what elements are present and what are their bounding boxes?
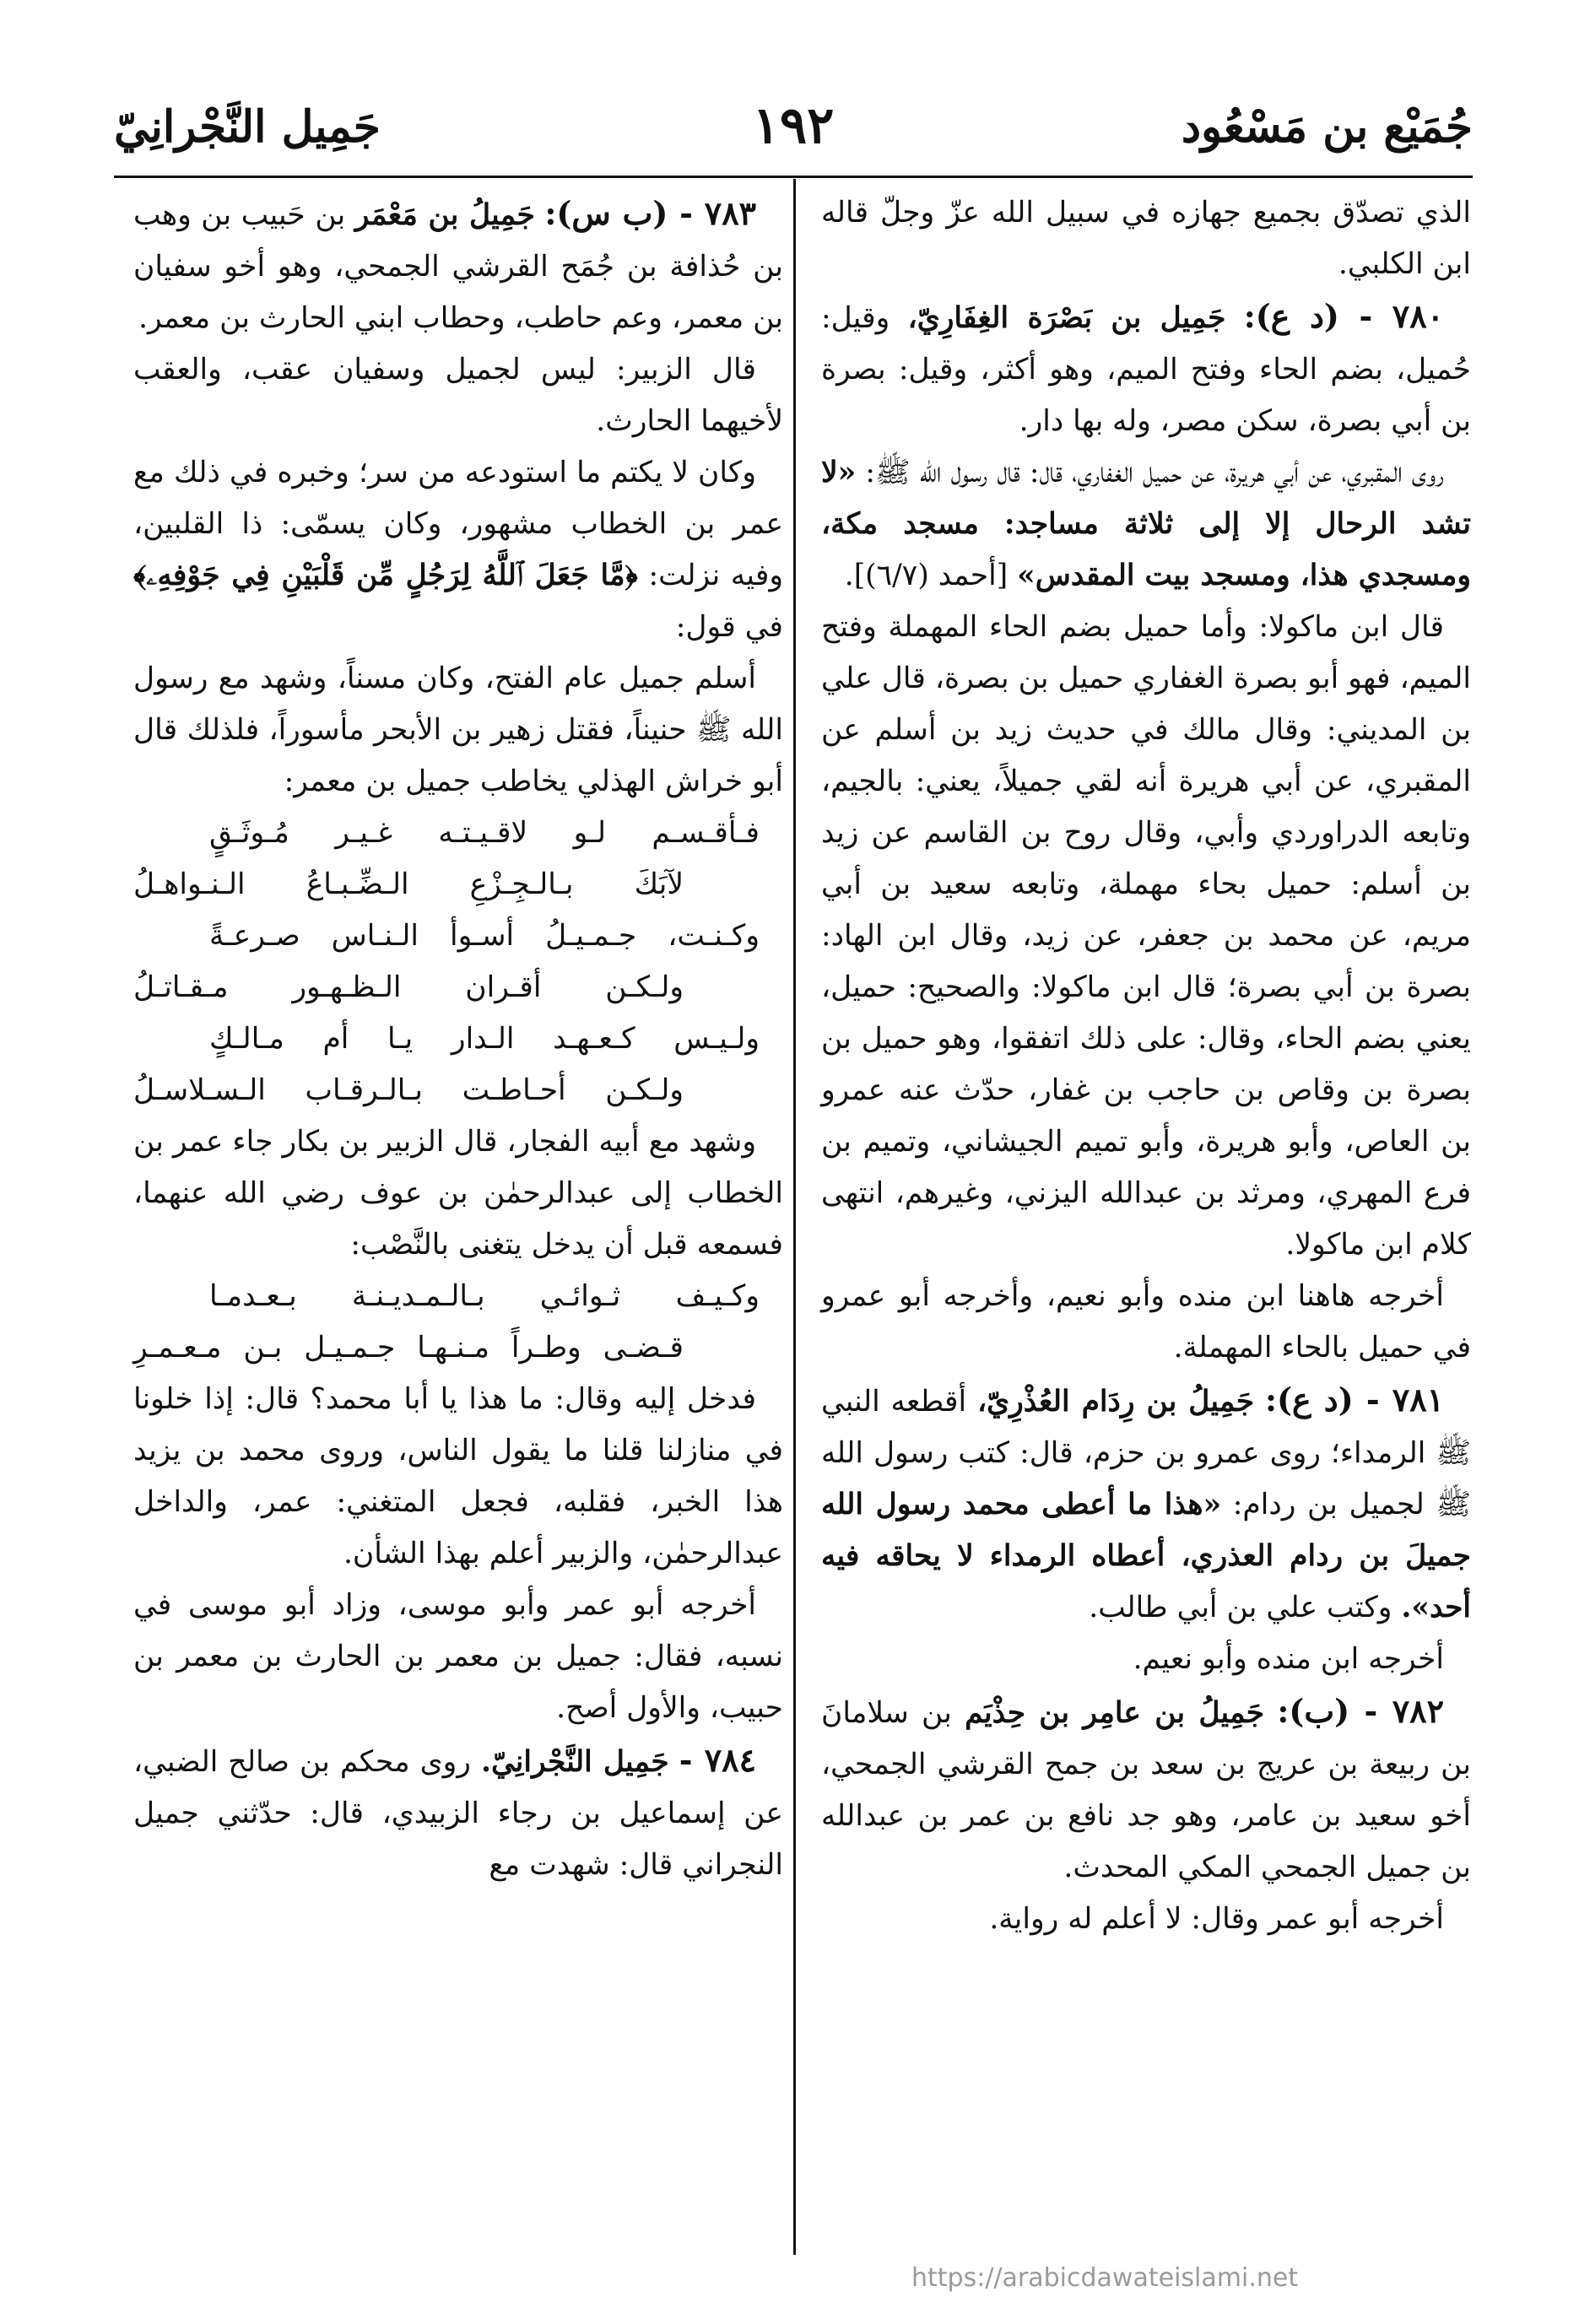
entry-781 bbox=[821, 1374, 1471, 1634]
paragraph: أخرجه أبو عمر وأبو موسى، وزاد أبو موسى في نسبه، فقال: جميل بن معمر بن الحارث بن معمر بن حبيب، والأول أصح. bbox=[133, 1588, 783, 1725]
paragraph: وشهد مع أبيه الفجار، قال الزبير بن بكار جاء عمر بن الخطاب إلى عبدالرحمٰن بن عوف رضي الله عنهما، فسمعه قبل أن يدخل يتغنى بالنَّصْب: bbox=[133, 1125, 783, 1262]
entry-782 bbox=[821, 1685, 1471, 1894]
entry-number: ٧٨٢ - (ب): bbox=[1277, 1692, 1444, 1730]
running-head-left: جَمِيل النَّجْرانِيّ bbox=[114, 101, 381, 153]
citation: [أحمد (٦/٧)]. bbox=[844, 559, 1009, 592]
entry-number: ٧٨١ - (د ع): bbox=[1264, 1381, 1445, 1419]
entry-number: ٧٨٠ - (د ع): bbox=[1243, 297, 1445, 335]
paragraph: الذي تصدّق بجميع جهازه في سبيل الله عزّ وجلّ قاله ابن الكلبي. bbox=[821, 196, 1471, 281]
entry-text: بن حَبيب بن وهب بن حُذافة بن جُمَح القرشي الجمحي، وهو أخو سفيان بن معمر، وعم حاطب، وحطاب ابني الحارث بن معمر. bbox=[133, 198, 783, 335]
paragraph: أخرجه ابن منده وأبو نعيم. bbox=[1133, 1642, 1444, 1676]
page-header bbox=[114, 93, 1473, 177]
poem-verse: وكـيـف ثـوائـي بـالـمـديـنـة بـعـدمـا bbox=[209, 1279, 760, 1313]
poem bbox=[133, 808, 760, 1116]
poem-verse: ولـكـن أحـاطـت بـالـرقـاب الـسـلاسـلُ bbox=[133, 1073, 684, 1107]
paragraph bbox=[133, 447, 783, 653]
hadith-quote: «لا تشد الرحال إلا إلى ثلاثة مساجد: مسجد مكة، ومسجدي هذا، ومسجد بيت المقدس» bbox=[821, 456, 1471, 592]
page-number: ١٩٢ bbox=[752, 96, 835, 155]
column-divider bbox=[793, 179, 796, 2255]
paragraph-text: في قول: bbox=[675, 610, 783, 644]
poem-verse: لآبَكَ بـالـجِـزْعِ الـضِّـبـاعُ الـنـواهـلُ bbox=[133, 867, 684, 901]
entry-number: ٧٨٣ - (ب س): bbox=[544, 194, 757, 232]
entry-name: جَمِيلُ بن مَعْمَر bbox=[354, 198, 535, 232]
entry-text: وقيل: حُميل، بضم الحاء وفتح الميم، وهو أكثر، وقيل: بصرة بن أبي بصرة، سكن مصر، وله بها دار. bbox=[821, 301, 1471, 438]
entry-text: بن سلامانَ بن ربيعة بن عريج بن سعد بن جمح القرشي الجمحي، أخو سعيد بن عامر، وهو جد نافع بن عمر بن عبدالله بن جميل الجمحي المكي المحدث. bbox=[821, 1696, 1472, 1884]
left-column bbox=[133, 187, 783, 1891]
entry-name: جَمِيل النَّجْرانِيّ. bbox=[481, 1745, 669, 1779]
entry-784 bbox=[133, 1734, 783, 1891]
running-head-right: جُمَيْع بن مَسْعُود bbox=[1181, 101, 1473, 153]
entry-text: أقطعه النبي ﷺ الرمداء؛ روى عمرو بن حزم، قال: كتب رسول الله ﷺ لجميل بن ردام: bbox=[821, 1385, 1472, 1521]
paragraph: قال الزبير: ليس لجميل وسفيان عقب، والعقب لأخيهما الحارث. bbox=[133, 353, 783, 438]
watermark-url: https://arabicdawateislami.net bbox=[911, 2263, 1299, 2293]
right-column bbox=[821, 187, 1471, 1945]
quran-verse: ﴿مَّا جَعَلَ ٱللَّهُ لِرَجُلٍ مِّن قَلْبَيْنِ فِي جَوْفِهِۦ﴾ bbox=[133, 559, 638, 592]
poem-verse: قـضـى وطـراً مـنـهـا جـمـيـل بـن مـعـمـرِ bbox=[133, 1331, 684, 1365]
entry-783 bbox=[133, 187, 783, 344]
paragraph: قال ابن ماكولا: وأما حميل بضم الحاء المهملة وفتح الميم، فهو أبو بصرة الغفاري حميل بن بصرة، قال علي بن المديني: وقال مالك في حديث زيد بن أسلم عن المقبري، عن أبي هريرة أنه لقي جميلاً، يعني: بالجيم، وتابعه الدراوردي وأبي، وقال روح بن القاسم عن زيد بن أسلم: حميل بحاء مهملة، وتابعه سعيد بن أبي مريم، عن محمد بن جعفر، عن زيد، وقال ابن الهاد: بصرة بن أبي بصرة؛ قال ابن ماكولا: والصحيح: حميل، يعني بضم الحاء، وقال: على ذلك اتفقوا، وهو حميل بن بصرة بن وقاص بن حاجب بن غفار، حدّث عنه عمرو بن العاص، وأبو هريرة، وأبو تميم الجيشاني، وتميم بن فرع المهري، ومرثد بن عبدالله اليزني، وغيرهم، انتهى كلام ابن ماكولا. bbox=[821, 610, 1471, 1262]
poem-verse: ولـكـن أقـران الـظـهـور مـقـاتـلُ bbox=[133, 970, 684, 1004]
poem-verse: ولـيـس كـعـهـد الـدار يـا أم مـالـكٍ bbox=[209, 1022, 760, 1056]
poem-verse: وكـنـت، جـمـيـلُ أسـوأ الـنـاس صـرعـةً bbox=[209, 919, 760, 953]
paragraph-text: روى المقبري، عن أبي هريرة، عن حميل الغفاري، قال: قال رسول الله ﷺ: bbox=[865, 456, 1444, 489]
paragraph: فدخل إليه وقال: ما هذا يا أبا محمد؟ قال: إذا خلونا في منازلنا قلنا ما يقول الناس، وروى محمد بن يزيد هذا الخبر، فقلبه، فجعل المتغني: عمر، والداخل عبدالرحمٰن، والزبير أعلم بهذا الشأن. bbox=[133, 1382, 783, 1570]
entry-780 bbox=[821, 290, 1471, 447]
entry-name: جَمِيلُ بن عامِر بن حِذْيَم bbox=[965, 1696, 1265, 1730]
poem bbox=[133, 1271, 760, 1374]
paragraph: أسلم جميل عام الفتح، وكان مسناً، وشهد مع رسول الله ﷺ حنيناً، فقتل زهير بن الأبحر مأسوراً، فلذلك قال أبو خراش الهذلي يخاطب جميل بن معمر: bbox=[133, 662, 783, 798]
paragraph bbox=[821, 447, 1471, 602]
entry-text: وكتب علي بن أبي طالب. bbox=[1089, 1591, 1392, 1624]
hadith-quote: «هذا ما أعطى محمد رسول الله جميلَ بن ردام العذري، أعطاه الرمداء لا يحاقه فيه أحد». bbox=[821, 1488, 1471, 1624]
header-rule bbox=[114, 176, 1473, 178]
poem-verse: فـأقـسـم لـو لاقـيـتـه غـيـر مُـوثَـقٍ bbox=[209, 816, 760, 850]
paragraph: أخرجه أبو عمر وقال: لا أعلم له رواية. bbox=[989, 1902, 1444, 1936]
paragraph-text: وكان لا يكتم ما استودعه من سر؛ وخبره في ذلك مع عمر بن الخطاب مشهور، وكان يسمّى: ذا القلبين، وفيه نزلت: bbox=[133, 456, 783, 592]
entry-number: ٧٨٤ - bbox=[679, 1741, 756, 1779]
paragraph: أخرجه هاهنا ابن منده وأبو نعيم، وأخرجه أبو عمرو في حميل بالحاء المهملة. bbox=[821, 1279, 1471, 1365]
entry-name: جَمِيلُ بن رِدَام العُذْرِيّ، bbox=[976, 1385, 1255, 1419]
entry-text: روى محكم بن صالح الضبي، عن إسماعيل بن رجاء الزبيدي، قال: حدّثني جميل النجراني قال: شهدت مع bbox=[133, 1745, 783, 1882]
entry-name: جَمِيل بن بَصْرَة الغِفَارِيّ، bbox=[907, 301, 1226, 335]
